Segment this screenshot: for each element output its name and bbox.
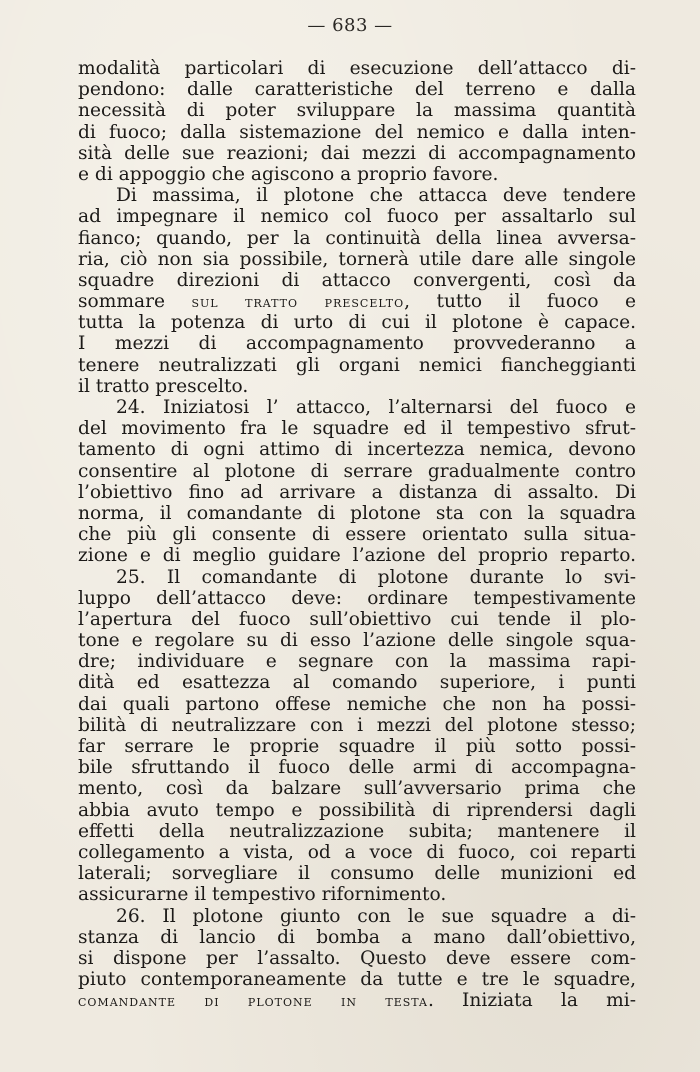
page-number: — 683 — [307,15,393,36]
text-line: assicurarne il tempestivo rifornimento. [78,884,447,906]
text-line: necessità di poter sviluppare la massima quantità [78,100,636,122]
text-line: tutta la potenza di urto di cui il plotone è capace. [78,312,636,334]
emphasis-smallcaps: comandante di plotone in testa [78,991,428,1011]
text-line: effetti della neutralizzazione subita; mantenere il [78,820,636,842]
text-line: e di appoggio che agiscono a proprio favore. [78,163,499,185]
text-line: tone e regolare su di esso l’azione delle singole squa- [78,630,636,652]
text-line: piuto contemporaneamente da tutte e tre le squadre, [78,969,636,991]
text-line: dità ed esattezza al comando superiore, i punti [78,672,636,694]
text-line: collegamento a vista, od a voce di fuoco, coi reparti [78,841,636,863]
body-text [78,58,636,1011]
text-line: far serrare le proprie squadre il più sotto possi- [78,736,636,757]
text-line: 26. Il plotone giunto con le sue squadre a di- [116,905,636,927]
text-line [78,990,636,1011]
text-line: 24. Iniziatosi l’ attacco, l’alternarsi del fuoco e [116,397,636,418]
text-line: laterali; sorvegliare il consumo delle munizioni ed [78,863,636,885]
text-line: fianco; quando, per la continuità della linea avversa- [78,227,636,249]
emphasis-smallcaps: sul tratto prescelto [191,292,405,312]
text-line: modalità particolari di esecuzione dell’attacco di- [78,58,636,79]
text-line: consentire al plotone di serrare gradualmente contro [78,460,636,482]
text-line: abbia avuto tempo e possibilità di riprendersi dagli [78,799,636,821]
text-line: ria, ciò non sia possibile, tornerà utile dare alle singole [78,248,636,270]
text-line: luppo dell’attacco deve: ordinare tempestivamente [78,587,636,609]
text-segment: sommare [78,291,192,313]
text-line: pendono: dalle caratteristiche del terreno e dalla [78,79,636,101]
text-line: tamento di ogni attimo di incertezza nemica, devono [78,439,636,461]
text-line: Di massima, il plotone che attacca deve tendere [116,185,636,207]
text-line: stanza di lancio di bomba a mano dall’obiettivo, [78,926,636,948]
text-line: l’apertura del fuoco sull’obiettivo cui tende il plo- [78,608,636,630]
text-line: mento, così da balzare sull’avversario prima che [78,778,636,800]
text-line: norma, il comandante di plotone sta con la squadra [78,502,636,524]
text-segment: . Iniziata la mi- [427,990,636,1012]
text-line [78,291,636,312]
text-line: si dispone per l’assalto. Questo deve essere com- [78,947,636,969]
text-line: dai quali partono offese nemiche che non ha possi- [78,693,636,715]
text-line: ad impegnare il nemico col fuoco per assaltarlo sul [78,206,636,228]
text-line: I mezzi di accompagnamento provvederanno a [78,333,636,355]
text-line: sità delle sue reazioni; dai mezzi di accompagnamento [78,142,636,164]
text-line: dre; individuare e segnare con la massima rapi- [78,651,636,673]
text-line: l’obiettivo fino ad arrivare a distanza di assalto. Di [78,481,636,503]
text-line: di fuoco; dalla sistemazione del nemico e dalla inten- [78,121,636,143]
text-line: che più gli consente di essere orientato sulla situa- [78,524,636,546]
text-line: tenere neutralizzati gli organi nemici fiancheggianti [78,354,636,376]
text-line: squadre direzioni di attacco convergenti, così da [78,269,636,291]
text-line: 25. Il comandante di plotone durante lo svi- [116,566,636,588]
text-line: zione e di meglio guidare l’azione del proprio reparto. [78,545,636,567]
text-line: bile sfruttando il fuoco delle armi di accompagna- [78,757,636,779]
text-line: del movimento fra le squadre ed il tempestivo sfrut- [78,418,636,440]
text-segment: , tutto il fuoco e [404,291,636,313]
text-line: il tratto prescelto. [78,375,249,397]
text-line: bilità di neutralizzare con i mezzi del plotone stesso; [78,714,636,736]
